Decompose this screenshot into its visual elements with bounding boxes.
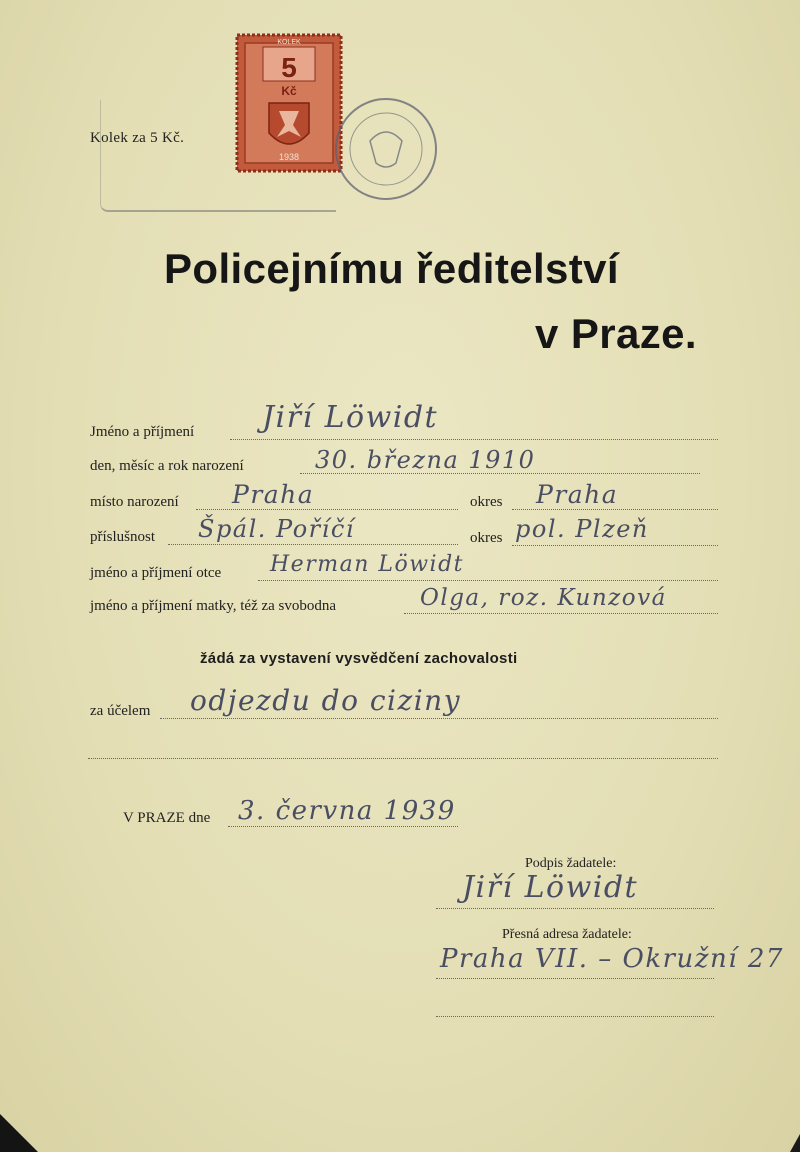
address-label: Přesná adresa žadatele: bbox=[502, 927, 632, 942]
birth-district-value: Praha bbox=[536, 480, 619, 509]
address-value: Praha VII. – Okružní 27 bbox=[440, 944, 784, 974]
purpose-value: odjezdu do ciziny bbox=[190, 684, 462, 717]
domicile-district-label: okres bbox=[470, 530, 503, 546]
date-line bbox=[228, 826, 458, 827]
stamp-currency: Kč bbox=[281, 84, 297, 98]
domicile-district-line bbox=[512, 545, 718, 546]
page-corner bbox=[0, 1114, 38, 1152]
stamp-top-text: KOLEK bbox=[277, 39, 301, 46]
father-label: jméno a příjmení otce bbox=[90, 565, 222, 581]
father-line bbox=[258, 580, 718, 581]
purpose-line-2 bbox=[88, 758, 718, 759]
birthplace-value: Praha bbox=[232, 480, 315, 509]
round-seal bbox=[330, 93, 442, 205]
signature-value: Jiří Löwidt bbox=[462, 870, 639, 905]
stamp-value: 5 bbox=[281, 52, 297, 83]
mother-label: jméno a příjmení matky, též za svobodna bbox=[90, 598, 337, 614]
domicile-district-value: pol. Plzeň bbox=[515, 515, 649, 543]
birth-value: 30. března 1910 bbox=[315, 446, 536, 474]
name-line bbox=[230, 439, 718, 440]
purpose-line bbox=[160, 718, 718, 719]
name-label: Jméno a příjmení bbox=[90, 424, 195, 440]
mother-line bbox=[404, 613, 718, 614]
birthplace-line bbox=[196, 509, 458, 510]
fee-note: Kolek za 5 Kč. bbox=[90, 130, 185, 146]
birth-district-label: okres bbox=[470, 494, 503, 510]
domicile-value: Špál. Poříčí bbox=[198, 515, 355, 543]
birth-label: den, měsíc a rok narození bbox=[90, 458, 244, 474]
address-line-2 bbox=[436, 1016, 714, 1017]
domicile-line bbox=[168, 544, 458, 545]
page-corner-right bbox=[790, 1134, 800, 1152]
date-label: V PRAZE dne bbox=[123, 810, 211, 826]
mother-value: Olga, roz. Kunzová bbox=[420, 585, 667, 611]
purpose-label: za účelem bbox=[90, 703, 151, 719]
page-subtitle: v Praze. bbox=[535, 310, 697, 357]
stamp-bottom-text: 1938 bbox=[278, 152, 300, 162]
father-value: Herman Löwidt bbox=[270, 552, 465, 577]
signature-label: Podpis žadatele: bbox=[525, 856, 617, 871]
domicile-label: příslušnost bbox=[90, 529, 156, 545]
page-title: Policejnímu ředitelství bbox=[164, 245, 619, 292]
eagle-icon bbox=[370, 132, 402, 167]
birthplace-label: místo narození bbox=[90, 494, 179, 510]
date-value: 3. června 1939 bbox=[238, 796, 456, 826]
address-line bbox=[436, 978, 714, 979]
birth-district-line bbox=[512, 509, 718, 510]
name-value: Jiří Löwidt bbox=[262, 400, 439, 435]
signature-line bbox=[436, 908, 714, 909]
request-text: žádá za vystavení vysvědčení zachovalosti bbox=[200, 650, 518, 667]
revenue-stamp bbox=[235, 33, 343, 173]
